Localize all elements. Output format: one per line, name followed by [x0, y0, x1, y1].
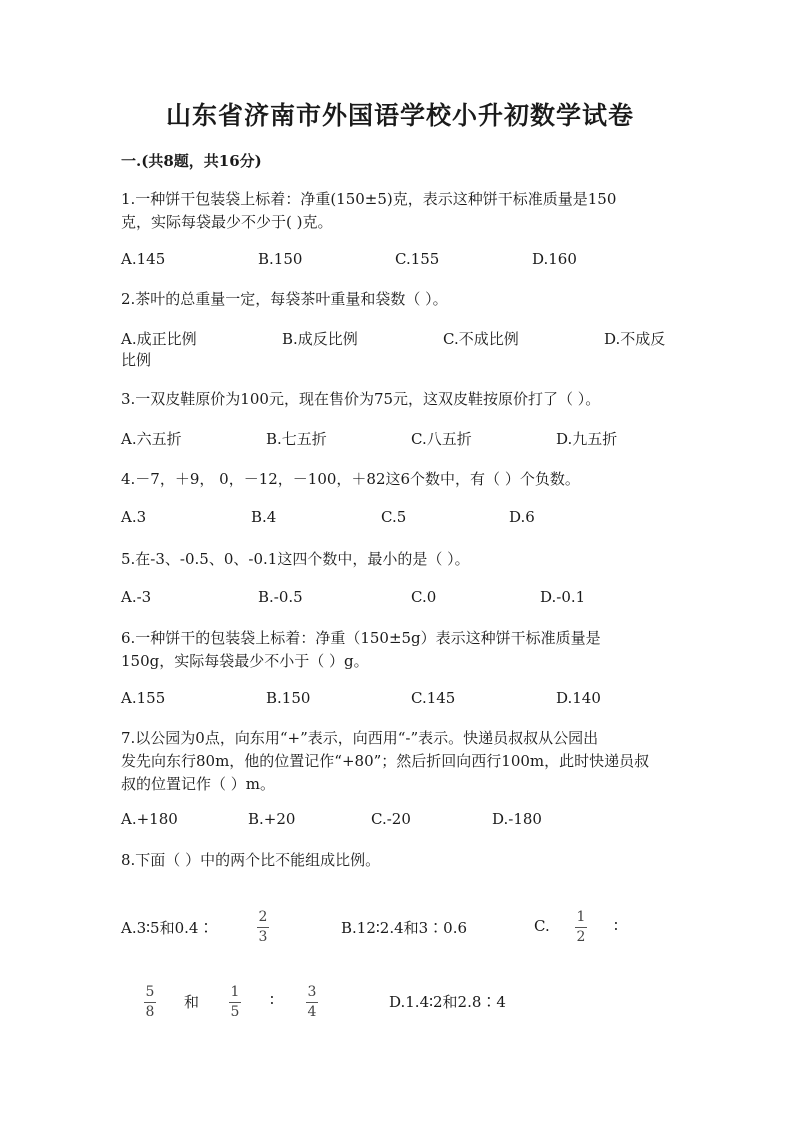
question-1-option-b: B.150 [258, 250, 303, 268]
question-8-option-b: B.12∶2.4和3∶0.6 [341, 919, 468, 937]
question-3-line-1: 3.一双皮鞋原价为100元，现在售价为75元，这双皮鞋按原价打了（ ）。 [121, 390, 601, 408]
question-2-option-c: C.不成比例 [443, 330, 519, 348]
question-8-option-a: A.3∶5和0.4∶ [121, 919, 214, 937]
fraction-denominator: 8 [145, 1004, 155, 1020]
question-5-option-b: B.-0.5 [258, 588, 303, 606]
fraction-bar [144, 1002, 156, 1003]
question-3-option-c: C.八五折 [411, 430, 472, 448]
question-3-option-d: D.九五折 [556, 430, 618, 448]
fraction-five-eighths [144, 985, 156, 1020]
fraction-denominator: 5 [230, 1004, 240, 1020]
ratio-colon: ∶ [614, 917, 618, 935]
question-4-option-c: C.5 [381, 508, 407, 526]
fraction-denominator: 2 [576, 929, 586, 945]
question-3-option-a: A.六五折 [121, 430, 182, 448]
fraction-bar [229, 1002, 241, 1003]
question-6-option-d: D.140 [556, 689, 601, 707]
question-1-option-d: D.160 [532, 250, 577, 268]
question-1-line-1: 1.一种饼干包装袋上标着：净重(150±5)克，表示这种饼干标准质量是150 [121, 190, 617, 208]
question-6-option-c: C.145 [411, 689, 456, 707]
fraction-one-half [575, 910, 587, 945]
question-7-line-3: 叔的位置记作（ ）m。 [121, 775, 275, 793]
question-7-option-a: A.+180 [121, 810, 178, 828]
question-7-option-c: C.-20 [371, 810, 411, 828]
question-2-option-d: D.不成反 [604, 330, 666, 348]
question-5-line-1: 5.在-3、-0.5、0、-0.1这四个数中，最小的是（ ）。 [121, 550, 470, 568]
conjunction-and: 和 [184, 993, 200, 1011]
question-4-option-d: D.6 [509, 508, 535, 526]
question-2-option-b: B.成反比例 [282, 330, 358, 348]
question-5-option-c: C.0 [411, 588, 437, 606]
question-7-line-1: 7.以公园为0点，向东用“+”表示，向西用“-”表示。快递员叔叔从公园出 [121, 729, 599, 747]
question-1-option-a: A.145 [121, 250, 166, 268]
fraction-numerator: 3 [307, 984, 317, 1000]
question-5-option-a: A.-3 [121, 588, 152, 606]
fraction-bar [575, 927, 587, 928]
page-title: 山东省济南市外国语学校小升初数学试卷 [165, 101, 634, 130]
question-4-option-a: A.3 [121, 508, 147, 526]
question-2-option-d-wrap: 比例 [121, 351, 152, 369]
question-7-option-d: D.-180 [492, 810, 542, 828]
question-8-option-c-label: C. [534, 917, 550, 935]
fraction-numerator: 1 [230, 984, 240, 1000]
question-1-option-c: C.155 [395, 250, 440, 268]
fraction-one-fifth [229, 985, 241, 1020]
question-8-option-d: D.1.4∶2和2.8∶4 [389, 993, 506, 1011]
ratio-colon: ∶ [270, 991, 274, 1009]
fraction-three-quarters [306, 985, 318, 1020]
section-heading: 一.(共8题，共16分) [121, 152, 262, 170]
question-4-line-1: 4.－7，＋9， 0，－12，－100，＋82这6个数中，有（ ）个负数。 [121, 470, 580, 488]
question-8-line-1: 8.下面（ ）中的两个比不能组成比例。 [121, 851, 381, 869]
question-6-option-a: A.155 [121, 689, 166, 707]
question-1-line-2: 克，实际每袋最少不少于( )克。 [121, 213, 333, 231]
question-5-option-d: D.-0.1 [540, 588, 586, 606]
fraction-numerator: 1 [576, 909, 586, 925]
fraction-numerator: 5 [145, 984, 155, 1000]
fraction-denominator: 3 [258, 929, 268, 945]
question-3-option-b: B.七五折 [266, 430, 327, 448]
fraction-denominator: 4 [307, 1004, 317, 1020]
fraction-bar [257, 927, 269, 928]
fraction-bar [306, 1002, 318, 1003]
question-6-option-b: B.150 [266, 689, 311, 707]
question-4-option-b: B.4 [251, 508, 277, 526]
question-7-line-2: 发先向东行80m，他的位置记作“+80”；然后折回向西行100m，此时快递员叔 [121, 752, 650, 770]
question-2-line-1: 2.茶叶的总重量一定，每袋茶叶重量和袋数（ ）。 [121, 290, 448, 308]
question-6-line-2: 150g，实际每袋最少不小于（ ）g。 [121, 652, 369, 670]
question-6-line-1: 6.一种饼干的包装袋上标着：净重（150±5g）表示这种饼干标准质量是 [121, 629, 601, 647]
question-2-option-a: A.成正比例 [121, 330, 197, 348]
fraction-two-thirds [257, 910, 269, 945]
fraction-numerator: 2 [258, 909, 268, 925]
question-7-option-b: B.+20 [248, 810, 296, 828]
